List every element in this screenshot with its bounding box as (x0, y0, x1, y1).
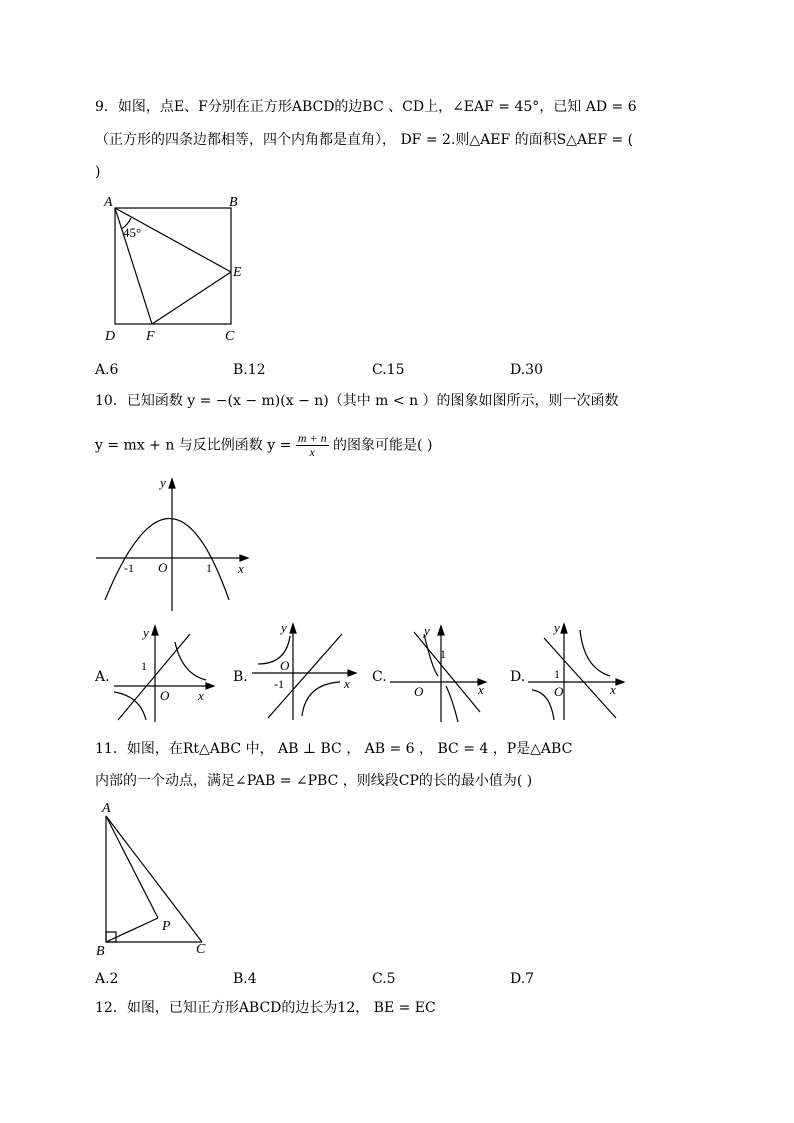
q10-text-line2 (95, 432, 432, 459)
q9-option-b[interactable]: B.12 (233, 362, 266, 378)
q10-a-y-label: y (143, 625, 149, 640)
q10-option-c-label[interactable]: C. (372, 669, 387, 685)
q10-b-mark-label: -1 (274, 677, 284, 691)
q10-b-origin-label: O (280, 658, 290, 673)
q11-text-line1: 11．如图，在Rt△ABC 中， AB ⊥ BC ， AB = 6 ， BC = 4 ，P是△ABC (95, 741, 573, 757)
q10-fraction (296, 432, 329, 459)
q10-option-d-label[interactable]: D. (510, 669, 526, 685)
q11-label-A: A (102, 801, 111, 816)
q9-option-d[interactable]: D.30 (510, 362, 543, 378)
q10-c-y-label: y (424, 623, 430, 638)
q10-c-origin-label: O (414, 684, 424, 699)
q11-text-line2: 内部的一个动点，满足∠PAB = ∠PBC ，则线段CP的长的最小值为( ) (95, 773, 533, 789)
q10-option-b-graph[interactable] (248, 618, 363, 723)
q10-d-mark-label: 1 (554, 667, 560, 681)
q10-main-pos1-label: 1 (206, 561, 212, 575)
q10-option-a-graph[interactable] (110, 620, 220, 725)
q11-label-B: B (96, 944, 105, 958)
q11-option-d[interactable]: D.7 (510, 971, 535, 987)
q10-main-x-label: x (238, 561, 244, 576)
q10-fraction-numerator: m + n (297, 431, 327, 445)
q10-a-x-label: x (198, 688, 204, 703)
q10-option-d-graph[interactable] (524, 618, 634, 723)
q10-fraction-denominator: x (309, 445, 315, 459)
q10-d-origin-label: O (554, 684, 564, 699)
q9-label-B: B (229, 195, 238, 210)
q9-square-figure (95, 190, 265, 350)
q10-main-origin-label: O (158, 560, 168, 575)
q9-text-line1: 9．如图，点E、F分别在正方形ABCD的边BC 、CD上，∠EAF = 45°，已知 AD = 6 (95, 99, 637, 115)
q9-label-F: F (146, 329, 155, 344)
q12-text-line1: 12．如图，已知正方形ABCD的边长为12， BE = EC (95, 1000, 436, 1016)
q11-label-C: C (196, 942, 206, 957)
q10-main-y-label: y (160, 475, 166, 490)
q9-option-c[interactable]: C.15 (372, 362, 405, 378)
q11-triangle-figure (92, 798, 222, 958)
q10-text-line2-a: y = mx + n 与反比例函数 y = (95, 437, 292, 454)
q10-c-mark-label: 1 (440, 647, 446, 661)
q10-option-c-graph[interactable] (386, 620, 496, 725)
q10-a-origin-label: O (160, 688, 170, 703)
q9-label-C: C (225, 329, 235, 344)
q10-text-line1: 10．已知函数 y = −(x − m)(x − n)（其中 m < n ）的图象如图所示，则一次函数 (95, 393, 619, 409)
q11-option-c[interactable]: C.5 (372, 971, 396, 987)
q11-label-P: P (162, 919, 171, 934)
q9-option-a[interactable]: A.6 (95, 362, 119, 378)
q10-parabola-graph (90, 475, 260, 615)
q9-text-line2: （正方形的四条边都相等，四个内角都是直角）， DF = 2.则△AEF 的面积S△AEF = ( (95, 132, 634, 148)
q10-c-x-label: x (478, 682, 484, 697)
q10-option-b-label[interactable]: B. (233, 669, 248, 685)
q9-angle-label: 45° (123, 225, 142, 240)
q10-d-x-label: x (610, 682, 616, 697)
q10-b-y-label: y (281, 620, 287, 635)
q10-a-mark-label: 1 (141, 659, 147, 673)
q9-label-D: D (105, 329, 116, 344)
q10-d-y-label: y (554, 620, 560, 635)
q10-text-line2-b: 的图象可能是( ) (333, 437, 433, 454)
q11-option-b[interactable]: B.4 (233, 971, 257, 987)
q10-option-a-label[interactable]: A. (95, 669, 110, 685)
q10-b-x-label: x (344, 676, 350, 691)
q11-option-a[interactable]: A.2 (95, 971, 119, 987)
q9-label-E: E (233, 265, 242, 280)
q9-label-A: A (104, 195, 113, 210)
q9-text-line3: ) (95, 164, 101, 180)
q10-main-neg1-label: -1 (124, 561, 134, 575)
